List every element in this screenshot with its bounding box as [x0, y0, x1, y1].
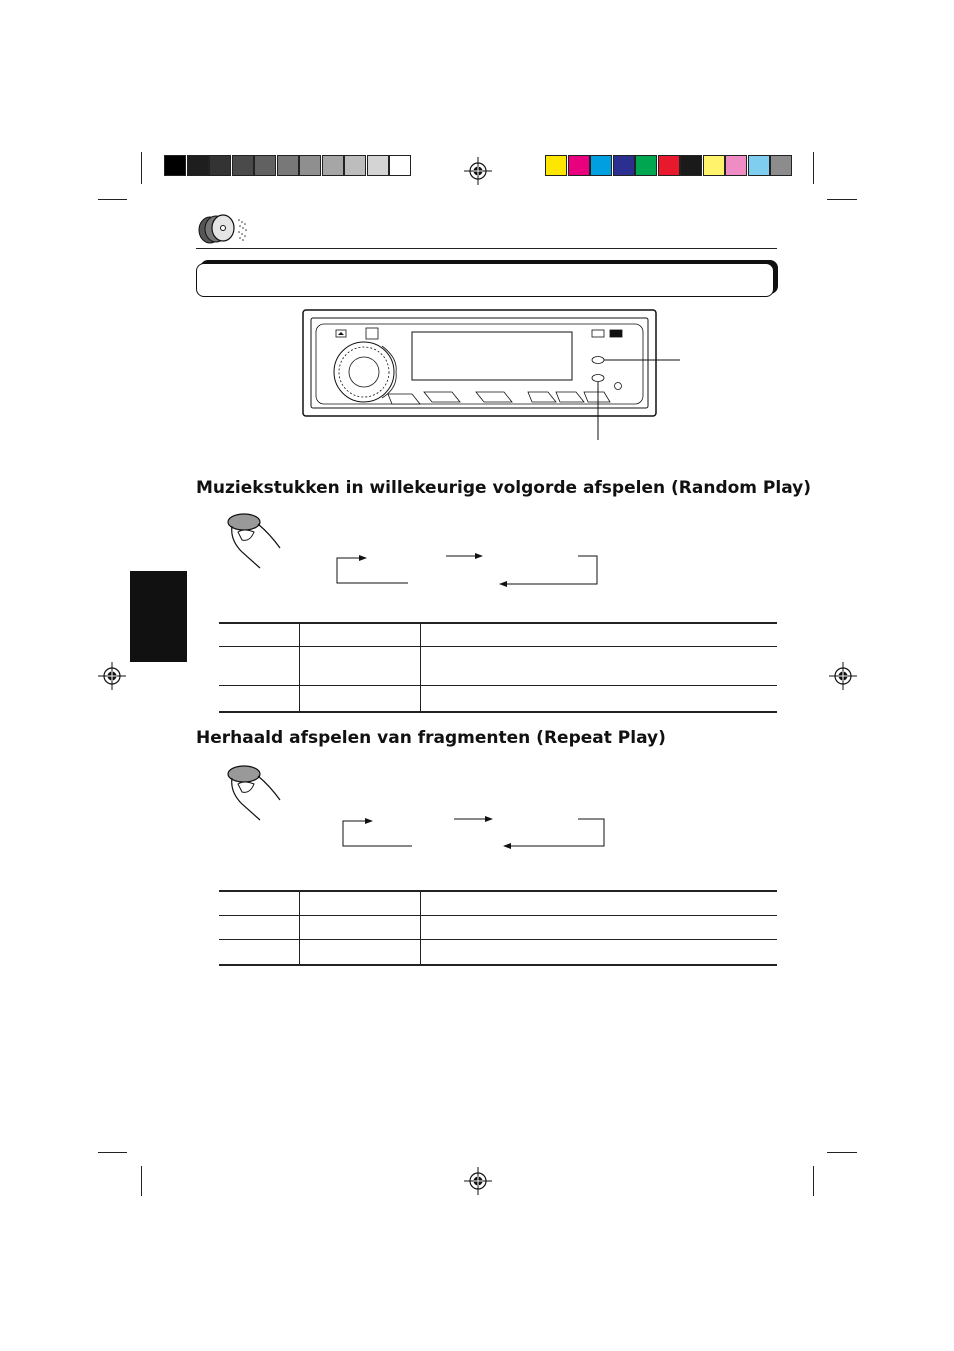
color-swatch — [658, 155, 680, 176]
gray-swatch — [367, 155, 389, 176]
finger-press-icon — [220, 510, 290, 570]
color-swatch — [680, 155, 702, 176]
title-banner — [196, 263, 774, 297]
gray-swatch — [254, 155, 276, 176]
gray-swatch — [164, 155, 186, 176]
finger-press-icon — [220, 762, 290, 822]
gray-swatch — [389, 155, 411, 176]
color-swatch — [590, 155, 612, 176]
gray-swatch — [322, 155, 344, 176]
color-swatch — [568, 155, 590, 176]
random-play-heading: Muziekstukken in willekeurige volgorde afspelen (Random Play) — [196, 478, 812, 498]
color-swatch — [770, 155, 792, 176]
registration-mark-bottom — [464, 1167, 492, 1195]
language-side-tab — [130, 571, 187, 662]
gray-swatch — [277, 155, 299, 176]
color-swatch — [725, 155, 747, 176]
gray-swatch — [232, 155, 254, 176]
color-swatch — [635, 155, 657, 176]
registration-mark-left — [98, 662, 126, 690]
repeat-play-cycle-diagram — [336, 808, 616, 853]
car-stereo-illustration — [300, 308, 690, 448]
gray-swatch — [344, 155, 366, 176]
cd-discs-icon — [196, 210, 252, 246]
color-swatch — [748, 155, 770, 176]
repeat-play-heading: Herhaald afspelen van fragmenten (Repeat Play) — [196, 728, 666, 748]
gray-swatch — [299, 155, 321, 176]
gray-swatch — [209, 155, 231, 176]
registration-mark-top — [464, 157, 492, 185]
registration-mark-right — [829, 662, 857, 690]
color-swatch — [545, 155, 567, 176]
gray-swatch — [187, 155, 209, 176]
color-swatch — [613, 155, 635, 176]
random-play-cycle-diagram — [330, 545, 610, 590]
header-rule — [196, 248, 777, 249]
color-swatch — [703, 155, 725, 176]
